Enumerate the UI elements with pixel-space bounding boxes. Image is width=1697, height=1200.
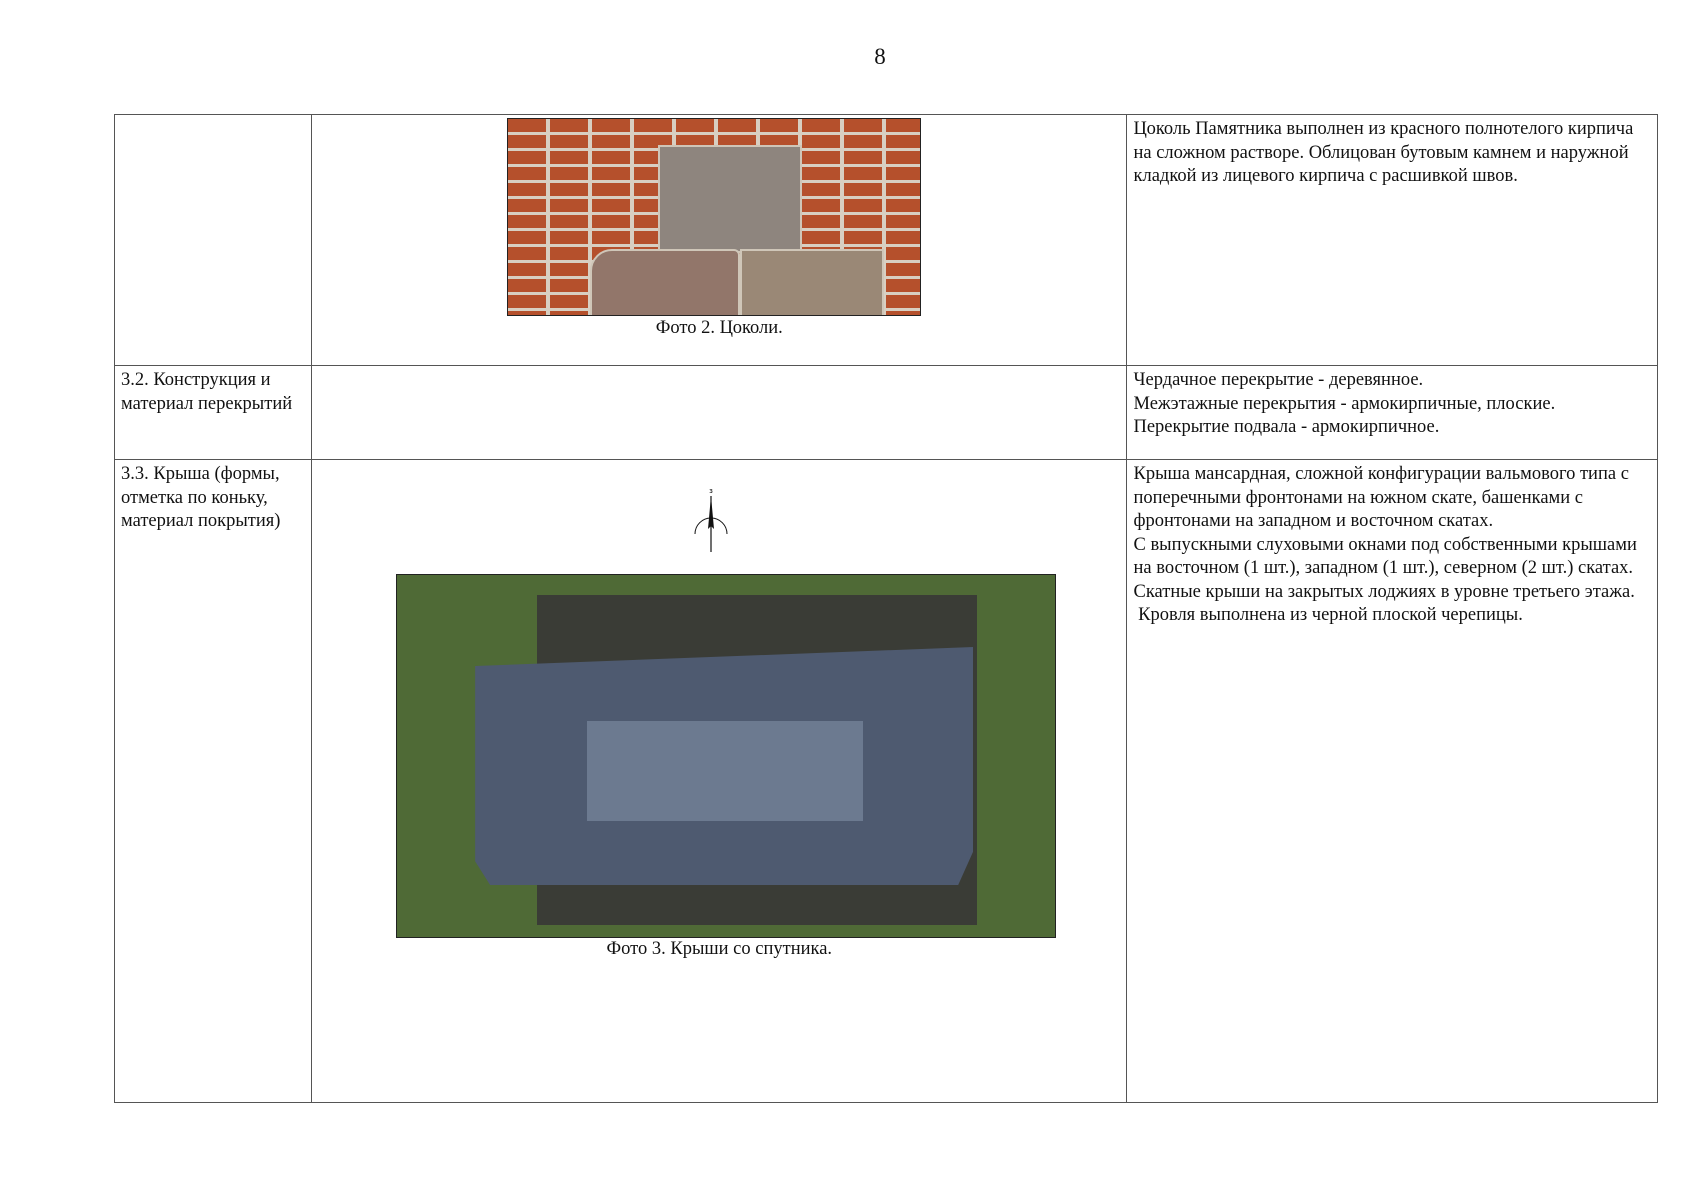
row-label-cell: 3.2. Конструкция и материал перекрытий	[115, 366, 312, 460]
stone-block	[658, 145, 802, 253]
characteristics-table	[114, 114, 1658, 1103]
photo-cell	[312, 460, 1127, 1103]
stone-block	[590, 249, 740, 316]
photo-caption: Фото 3. Крыши со спутника.	[606, 939, 833, 959]
table-row-floors	[115, 366, 1658, 460]
row-label-cell: 3.3. Крыша (формы, отметка по коньку, материал покрытия)	[115, 460, 312, 1103]
description-cell	[1127, 366, 1658, 460]
page-number: 8	[874, 44, 886, 69]
plinth-photo	[507, 118, 921, 316]
table-row-roof	[115, 460, 1658, 1103]
photo-caption: Фото 2. Цоколи.	[655, 318, 783, 338]
roof-ridge	[587, 721, 863, 821]
description-line: С выпускными слуховыми окнами под собственными крышами на восточном (1 шт.), западном (1 шт.), северном (2 шт.) скатах.	[1133, 534, 1637, 578]
description-text: Цоколь Памятника выполнен из красного полнотелого кирпича на сложном растворе. Облицован бутовым камнем и наружной кладкой из лицевого кирпича с расшивкой швов.	[1133, 119, 1634, 186]
table-row-plinth	[115, 115, 1658, 366]
description-line: Перекрытие подвала - армокирпичное.	[1133, 417, 1440, 437]
stone-block	[740, 249, 884, 316]
north-arrow-icon	[692, 484, 730, 554]
compass-letter: з	[709, 487, 713, 495]
roof-satellite-photo	[396, 574, 1056, 938]
description-line: Скатные крыши на закрытых лоджиях в уровне третьего этажа.	[1133, 581, 1635, 602]
photo-cell	[312, 115, 1127, 366]
description-line: Чердачное перекрытие - деревянное.	[1133, 370, 1424, 390]
description-cell	[1127, 115, 1658, 366]
empty-cell	[312, 366, 1127, 460]
description-line: Крыша мансардная, сложной конфигурации вальмового типа с поперечными фронтонами на южном скате, башенками с фронтонами на западном и восточном скатах.	[1133, 464, 1629, 531]
row-label-cell	[115, 115, 312, 366]
description-line: Межэтажные перекрытия - армокирпичные, плоские.	[1133, 393, 1556, 414]
description-line: Кровля выполнена из черной плоской черепицы.	[1133, 605, 1523, 625]
description-cell	[1127, 460, 1658, 1103]
